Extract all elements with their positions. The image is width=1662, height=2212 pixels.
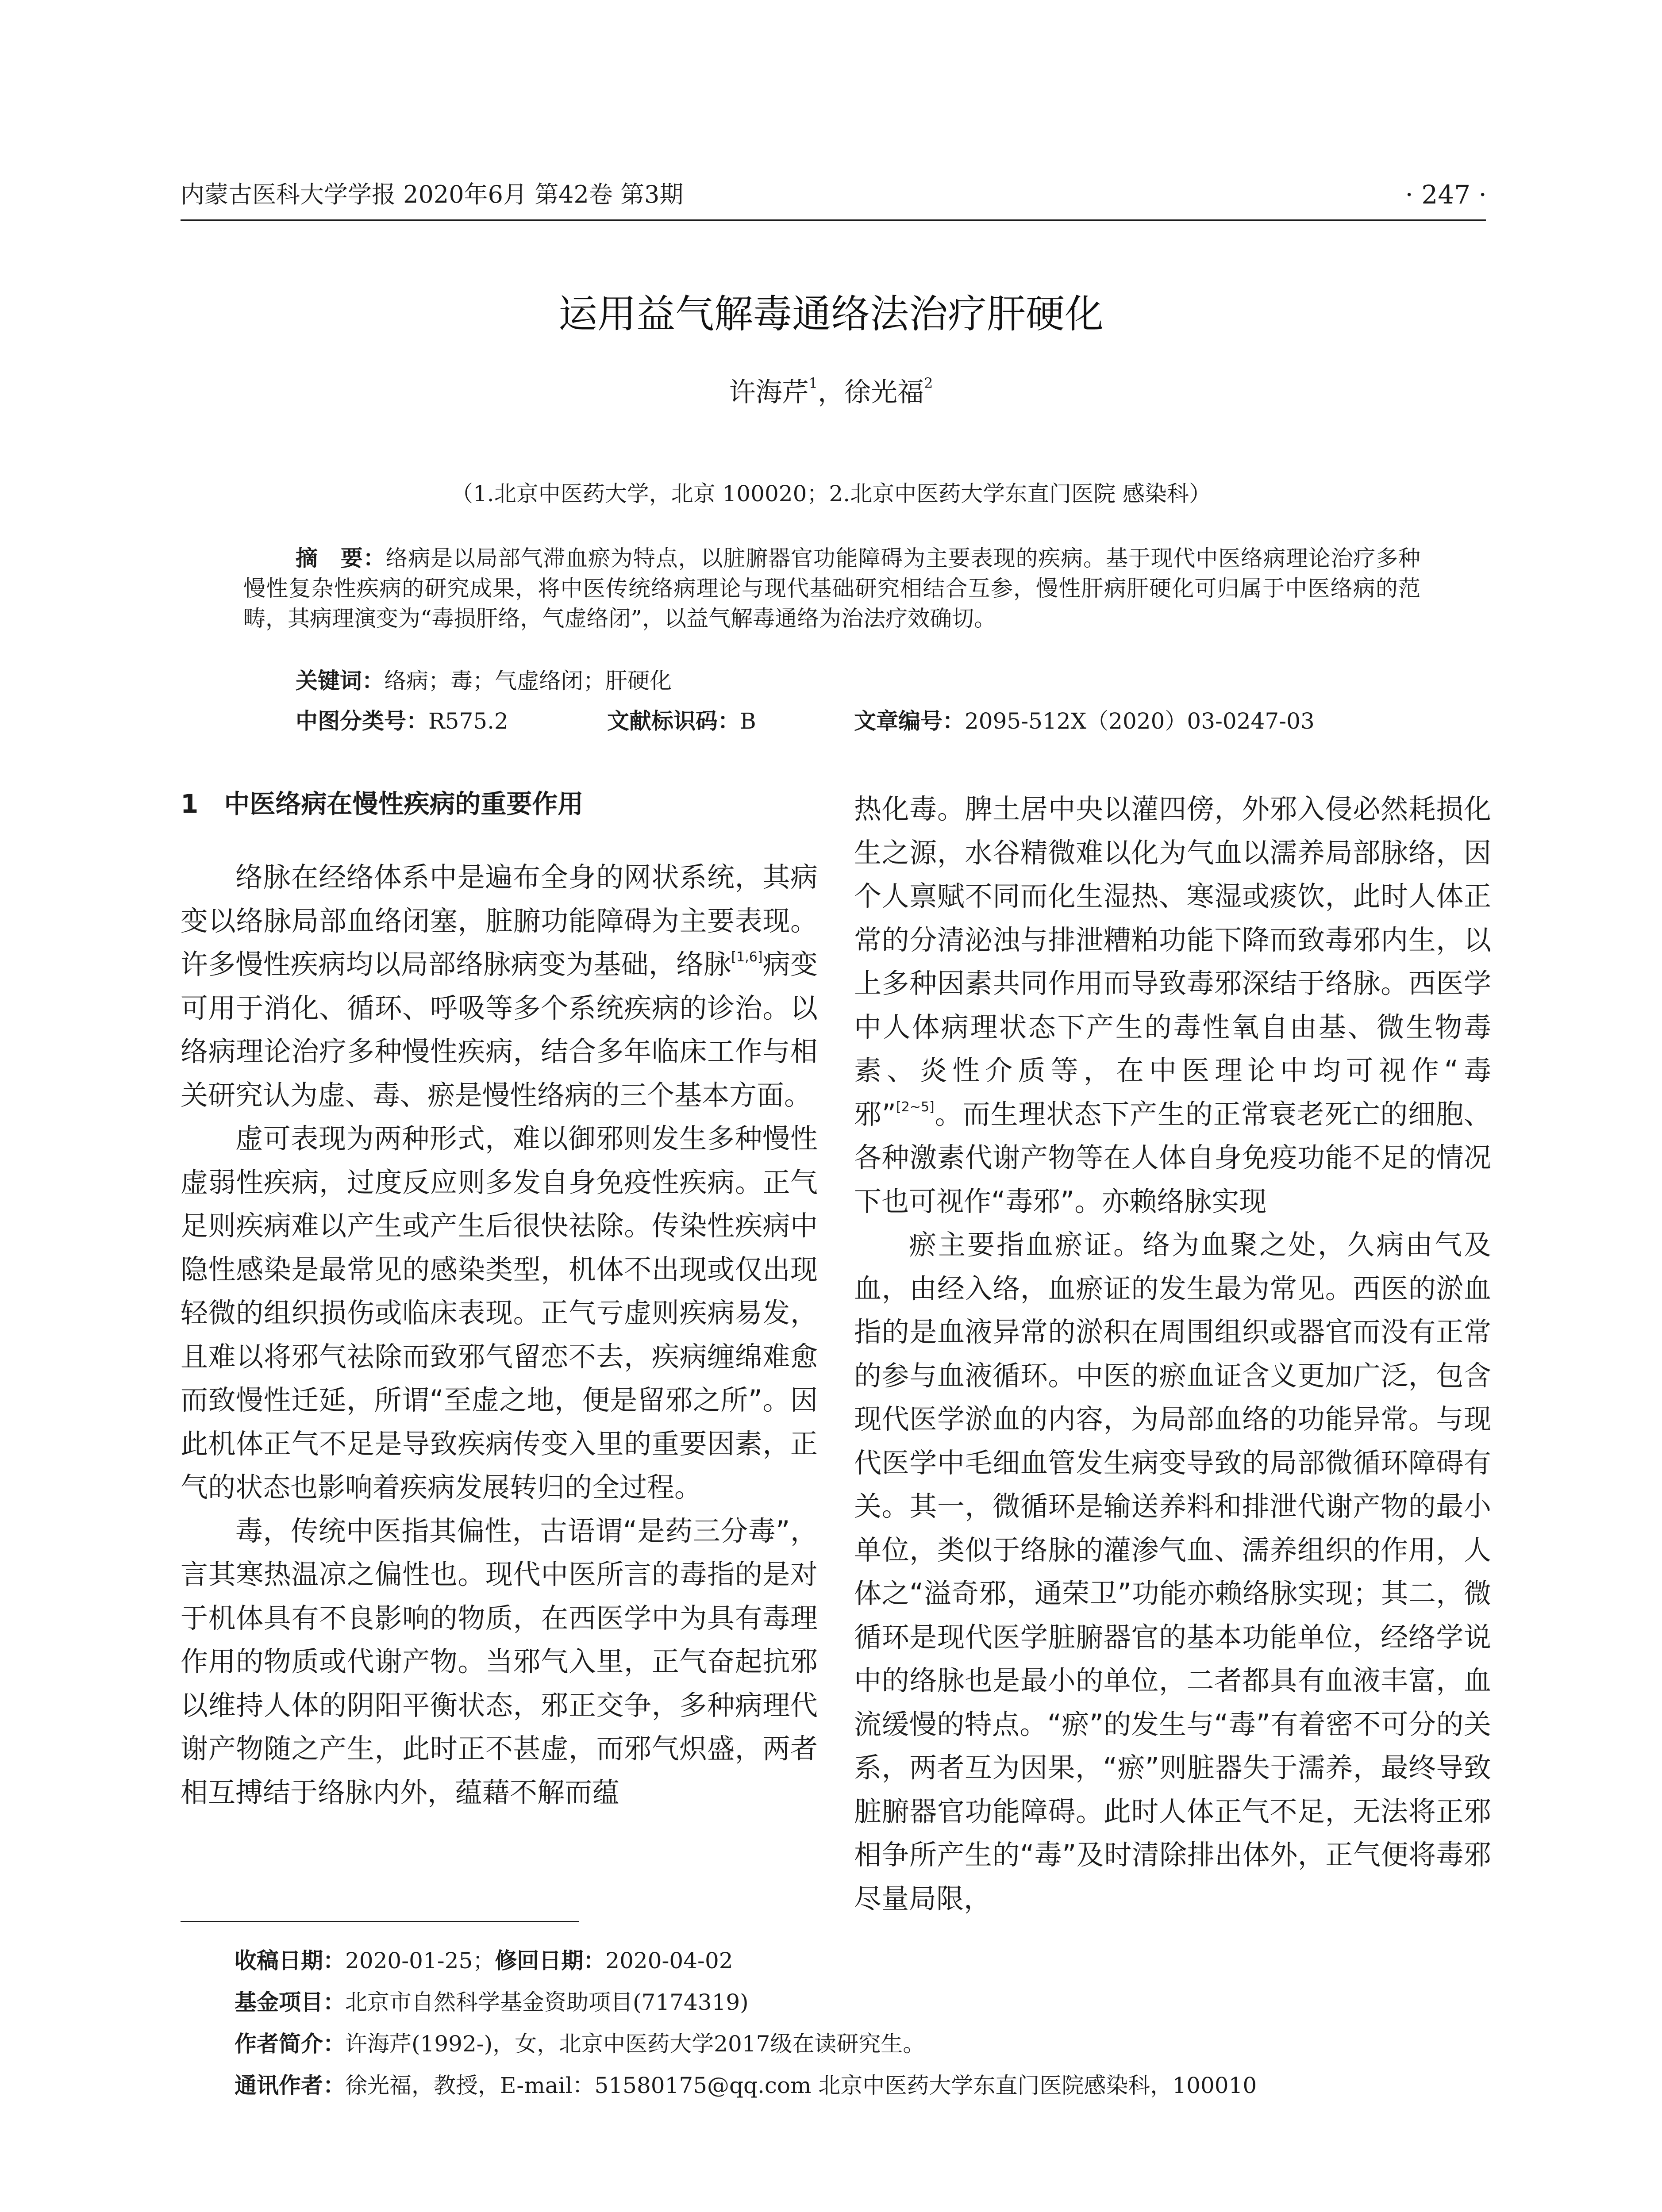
body-paragraph: 虚可表现为两种形式，难以御邪则发生多种慢性虚弱性疾病，过度反应则多发自身免疫性疾病。正气足则疾病难以产生或产生后很快祛除。传染性疾病中隐性感染是最常见的感染类型，机体不出现或仅出现轻微的组织损伤或临床表现。正气亏虚则疾病易发，且难以将邪气祛除而致邪气留恋不去，疾病缠绵难愈而致慢性迁延，所谓“至虚之地，便是留邪之所”。因此机体正气不足是导致疾病传变入里的重要因素，正气的状态也影响着疾病发展转归的全过程。 [181, 1122, 818, 1503]
body-paragraph [181, 856, 818, 1117]
clc-number [296, 706, 508, 736]
keywords-text: 络病；毒；气虚络闭；肝硬化 [384, 668, 672, 694]
abstract-text: 络病是以局部气滞血瘀为特点，以脏腑器官功能障碍为主要表现的疾病。基于现代中医络病理论治疗多种慢性复杂性疾病的研究成果，将中医传统络病理论与现代基础研究相结合互参，慢性肝病肝硬化可归属于中医络病的范畴，其病理演变为“毒损肝络，气虚络闭”，以益气解毒通络为治法疗效确切。 [243, 545, 1421, 631]
author-affil-mark: 2 [924, 375, 933, 392]
body-column-left [181, 782, 818, 1814]
corr-label: 通讯作者： [235, 2073, 345, 2098]
article-label: 文章编号： [854, 708, 965, 734]
header-rule [181, 219, 1486, 221]
fund-label: 基金项目： [235, 1989, 345, 2015]
author-name: 徐光福 [844, 377, 924, 408]
author-line [0, 373, 1662, 412]
paragraph-text: 。而生理状态下产生的正常衰老死亡的细胞、各种激素代谢产物等在人体自身免疫功能不足的情况下也可视作“毒邪”。亦赖络脉实现 [854, 1098, 1491, 1217]
footnote-author-bio [235, 2023, 1473, 2065]
page-number: · 247 · [1405, 180, 1487, 210]
author-name: 许海芹 [729, 377, 809, 408]
article-value: 2095-512X（2020）03-0247-03 [965, 708, 1315, 734]
footnote-corresponding [235, 2065, 1473, 2106]
footnote-rule [181, 1921, 579, 1922]
received-value: 2020-01-25； [345, 1948, 495, 1974]
body-paragraph: 毒，传统中医指其偏性，古语谓“是药三分毒”，言其寒热温凉之偏性也。现代中医所言的毒指的是对于机体具有不良影响的物质，在西医学中为具有毒理作用的物质或代谢产物。当邪气入里，正气奋起抗邪以维持人体的阴阳平衡状态，邪正交争，多种病理代谢产物随之产生，此时正不甚虚，而邪气炽盛，两者相互搏结于络脉内外，蕴藉不解而蕴 [181, 1514, 818, 1809]
clc-value: R575.2 [428, 708, 508, 734]
citation: [2~5] [896, 1099, 935, 1115]
paragraph-text: 络脉在经络体系中是遍布全身的网状系统，其病变以络脉局部血络闭塞，脏腑功能障碍为主要表现。许多慢性疾病均以局部络脉病变为基础，络脉 [181, 861, 818, 980]
keywords [296, 666, 1420, 696]
keywords-label: 关键词： [296, 668, 384, 694]
paragraph-text: 热化毒。脾土居中央以灌四傍，外邪入侵必然耗损化生之源，水谷精微难以化为气血以濡养局部脉络，因个人禀赋不同而化生湿热、寒湿或痰饮，此时人体正常的分清泌浊与排泄糟粕功能下降而致毒邪内生，以上多种因素共同作用而导致毒邪深结于络脉。西医学中人体病理状态下产生的毒性氧自由基、微生物毒素、炎性介质等，在中医理论中均可视作“毒邪” [854, 793, 1491, 1130]
article-number [854, 706, 1315, 736]
bio-label: 作者简介： [235, 2031, 345, 2057]
section-heading: 1 中医络病在慢性疾病的重要作用 [181, 789, 584, 819]
corr-value: 徐光福，教授，E-mail：51580175@qq.com 北京中医药大学东直门医院感染科，100010 [345, 2073, 1257, 2098]
body-column-right [854, 787, 1491, 1920]
clc-label: 中图分类号： [296, 708, 428, 734]
fund-value: 北京市自然科学基金资助项目(7174319) [345, 1989, 749, 2015]
body-paragraph: 瘀主要指血瘀证。络为血聚之处，久病由气及血，由经入络，血瘀证的发生最为常见。西医的淤血指的是血液异常的淤积在周围组织或器官而没有正常的参与血液循环。中医的瘀血证含义更加广泛，包含现代医学淤血的内容，为局部血络的功能异常。与现代医学中毛细血管发生病变导致的局部微循环障碍有关。其一，微循环是输送养料和排泄代谢产物的最小单位，类似于络脉的灌渗气血、濡养组织的作用，人体之“溢奇邪，通荣卫”功能亦赖络脉实现；其二，微循环是现代医学脏腑器官的基本功能单位，经络学说中的络脉也是最小的单位，二者都具有血液丰富，血流缓慢的特点。“瘀”的发生与“毒”有着密不可分的关系，两者互为因果，“瘀”则脏器失于濡养，最终导致脏腑器官功能障碍。此时人体正气不足，无法将正邪相争所产生的“毒”及时清除排出体外，正气便将毒邪尽量局限， [854, 1229, 1491, 1915]
author-separator: ， [818, 377, 844, 408]
doc-label: 文献标识码： [607, 708, 740, 734]
abstract [243, 543, 1420, 634]
article-title: 运用益气解毒通络法治疗肝硬化 [558, 291, 1104, 337]
citation: [1,6] [731, 949, 763, 965]
footnotes [235, 1940, 1473, 2106]
footnote-dates [235, 1940, 1473, 1982]
paragraph-text: 病变可用于消化、循环、呼吸等多个系统疾病的诊治。以络病理论治疗多种慢性疾病，结合多年临床工作与相关研究认为虚、毒、瘀是慢性络病的三个基本方面。 [181, 948, 818, 1111]
received-label: 收稿日期： [235, 1948, 345, 1974]
document-code [607, 706, 756, 736]
abstract-label: 摘 要： [296, 545, 386, 571]
affiliation: （1.北京中医药大学，北京 100020；2.北京中医药大学东直门医院 感染科） [450, 481, 1212, 507]
bio-value: 许海芹(1992-)，女，北京中医药大学2017级在读研究生。 [345, 2031, 925, 2057]
revised-label: 修回日期： [495, 1948, 606, 1974]
body-paragraph [854, 787, 1491, 1223]
author-affil-mark: 1 [808, 375, 818, 392]
journal-header: 内蒙古医科大学学报 2020年6月 第42卷 第3期 [181, 180, 684, 208]
footnote-fund [235, 1982, 1473, 2023]
revised-value: 2020-04-02 [605, 1948, 733, 1974]
doc-value: B [740, 708, 756, 734]
